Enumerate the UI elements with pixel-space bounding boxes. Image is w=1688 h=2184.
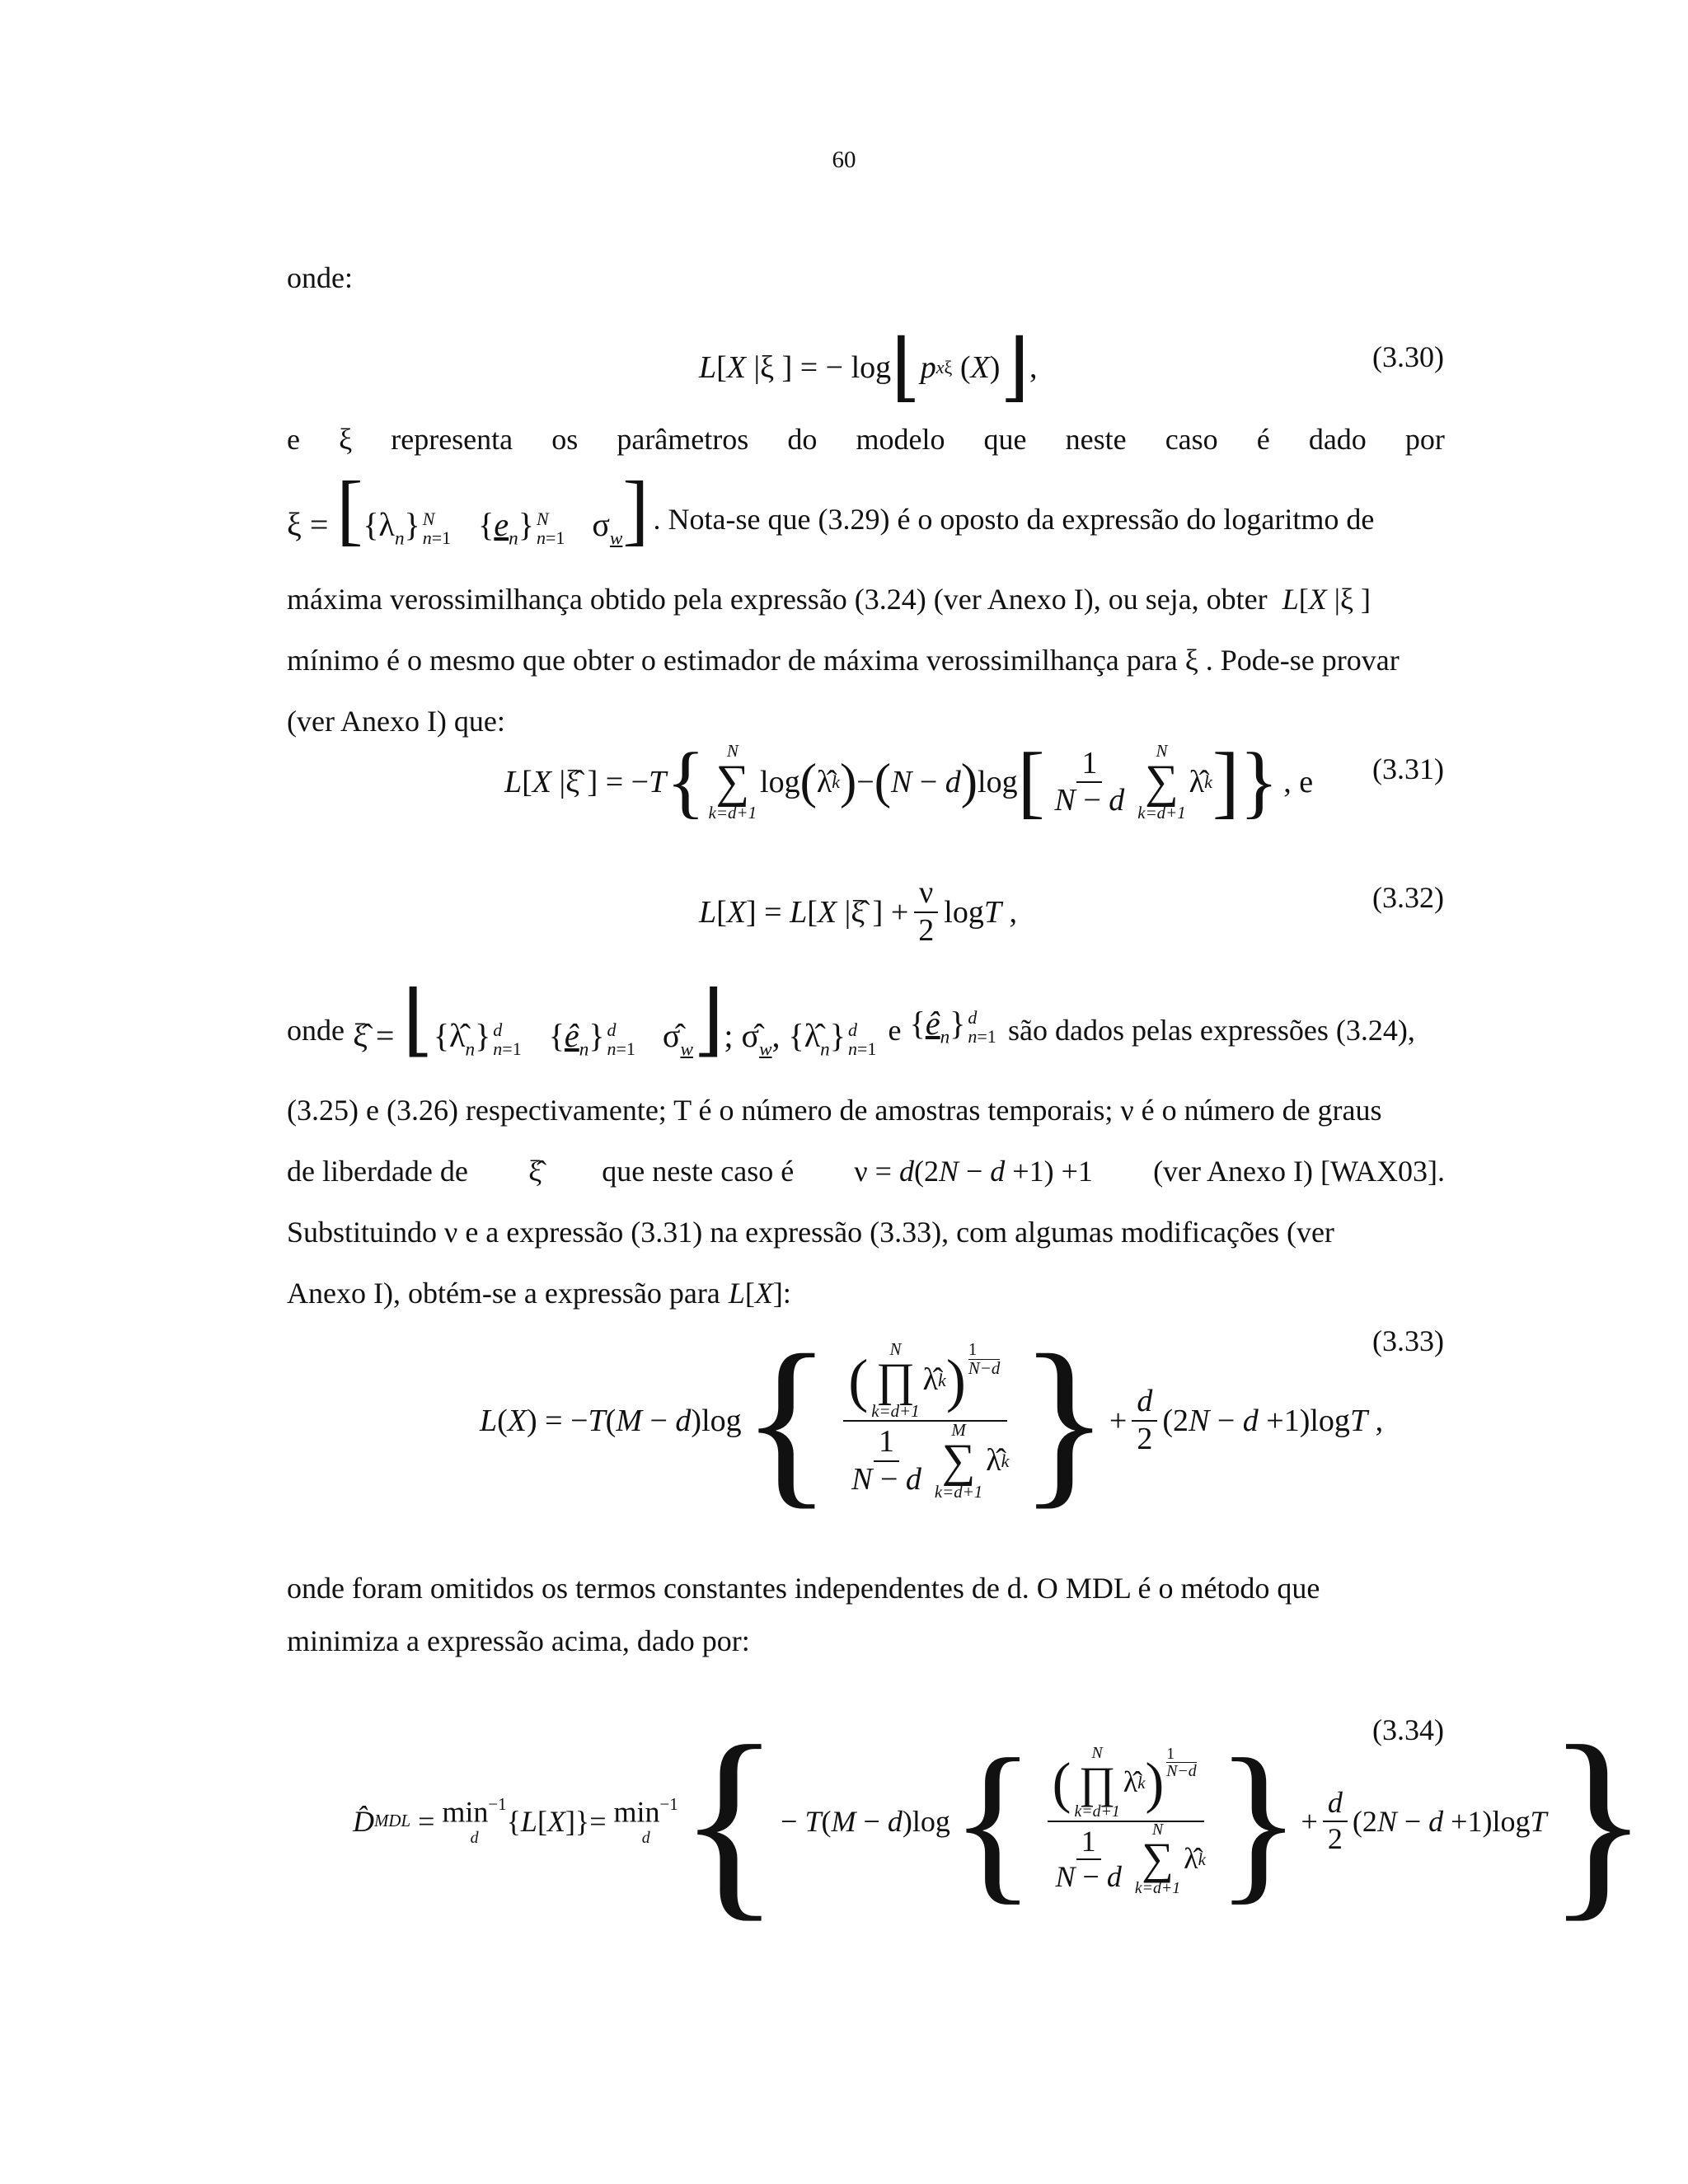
page-number: 60 — [832, 147, 856, 173]
paragraph-4-line-2: minimiza a expressão acima, dado por: — [287, 1624, 750, 1657]
paragraph-4 — [287, 1558, 1445, 1671]
equation-number-3-32: (3.32) — [1372, 881, 1444, 914]
paragraph-2-line-3: máxima verossimilhança obtido pela expressão (3.24) (ver Anexo I), ou seja, obter L[X |ξ ] — [287, 583, 1371, 616]
paragraph-2 — [287, 409, 1445, 752]
paragraph-3-line-1: onde ξ̂ = $⌊\{\lambdâ_n\}$ d n=1 $\{ê_n\}$ d n=1 $\sigmâ_w⌋$; $\sigmâ_w$, $\{\lambdâ_n\}$ d n=1 e $\{ê_n\}$ d n=1 são dados pelas expressões (3.24), — [287, 976, 1415, 1064]
equation-3-30: L [ X |ξ ] = − log ⌊ p xξ ( X ) ⌋ , — [699, 326, 1038, 409]
equation-3-31-tail: , e — [1283, 765, 1314, 800]
equation-number-3-30: (3.30) — [1372, 340, 1444, 373]
paragraph-3-line-2: (3.25) e (3.26) respectivamente; T é o número de amostras temporais; ν é o número de graus — [287, 1094, 1382, 1127]
paragraph-3-line-3: de liberdade de ξ̂ que neste caso é ν = d(2N − d +1) +1 (ver Anexo I) [WAX03]. — [287, 1155, 1445, 1188]
paragraph-2-line-2: $\xi = [\{\lambda_n\}$ N n=1 $\{e_n\}$ N n=1 $\sigma_w$] . Nota-se que (3.29) é o oposto da expressão do logaritmo de — [287, 465, 1375, 553]
text-onde: onde: — [287, 261, 353, 294]
paragraph-onde — [287, 247, 1445, 308]
paragraph-2-line-5: (ver Anexo I) que: — [287, 705, 505, 738]
equation-number-3-34: (3.34) — [1372, 1713, 1444, 1746]
equation-3-33: L ( X ) = − T ( M − d )log { ( N ∏ k=d+1 λ̂ k ) 1 N−d $\frac{1}{N - d}$ M ∑ k=d+1 λ̂ k } + $\frac{d}{2}$ (2 N − d +1)log T , — [480, 1317, 1384, 1525]
paragraph-3 — [287, 976, 1445, 1324]
paragraph-3-line-4: Substituindo ν e a expressão (3.31) na expressão (3.33), com algumas modificações (ver — [287, 1216, 1334, 1249]
equation-number-3-31: (3.31) — [1372, 752, 1444, 785]
equation-number-3-33: (3.33) — [1372, 1324, 1444, 1357]
equation-3-34: D̂ MDL = $\min^{-1}$ d { L [ X ]}= $\min^{-1}$ d { − T ( M − d )log { ( N ∏ k=d+1 λ̂ k ) 1 N−d $\frac{1}{N - d}$ N ∑ k=d+1 λ̂ k } + $\frac{d}{2}$ (2 N − d +1)log T } — [353, 1703, 1649, 1939]
paragraph-4-line-1: onde foram omitidos os termos constantes independentes de d. O MDL é o método que — [287, 1572, 1320, 1605]
paragraph-2-line-1: e ξ representa os parâmetros do modelo que neste caso é dado por — [287, 423, 1445, 456]
equation-3-32: L [ X ] = L [ X |ξ̂ ] + $\frac{\nu}{2}$ log T , — [699, 875, 1017, 948]
paragraph-2-line-4: mínimo é o mesmo que obter o estimador de máxima verossimilhança para ξ . Pode-se provar — [287, 644, 1400, 677]
paragraph-3-line-5: Anexo I), obtém-se a expressão para L[X]: — [287, 1277, 791, 1310]
equation-3-31: L [ X |ξ̂ ] = − T { N ∑ k=d+1 log ( λ̂ k ) − ( N − d ) log [ $\frac{1}{N - d}$ N ∑ k=d+1 λ̂ k ] } , e — [504, 737, 1314, 827]
